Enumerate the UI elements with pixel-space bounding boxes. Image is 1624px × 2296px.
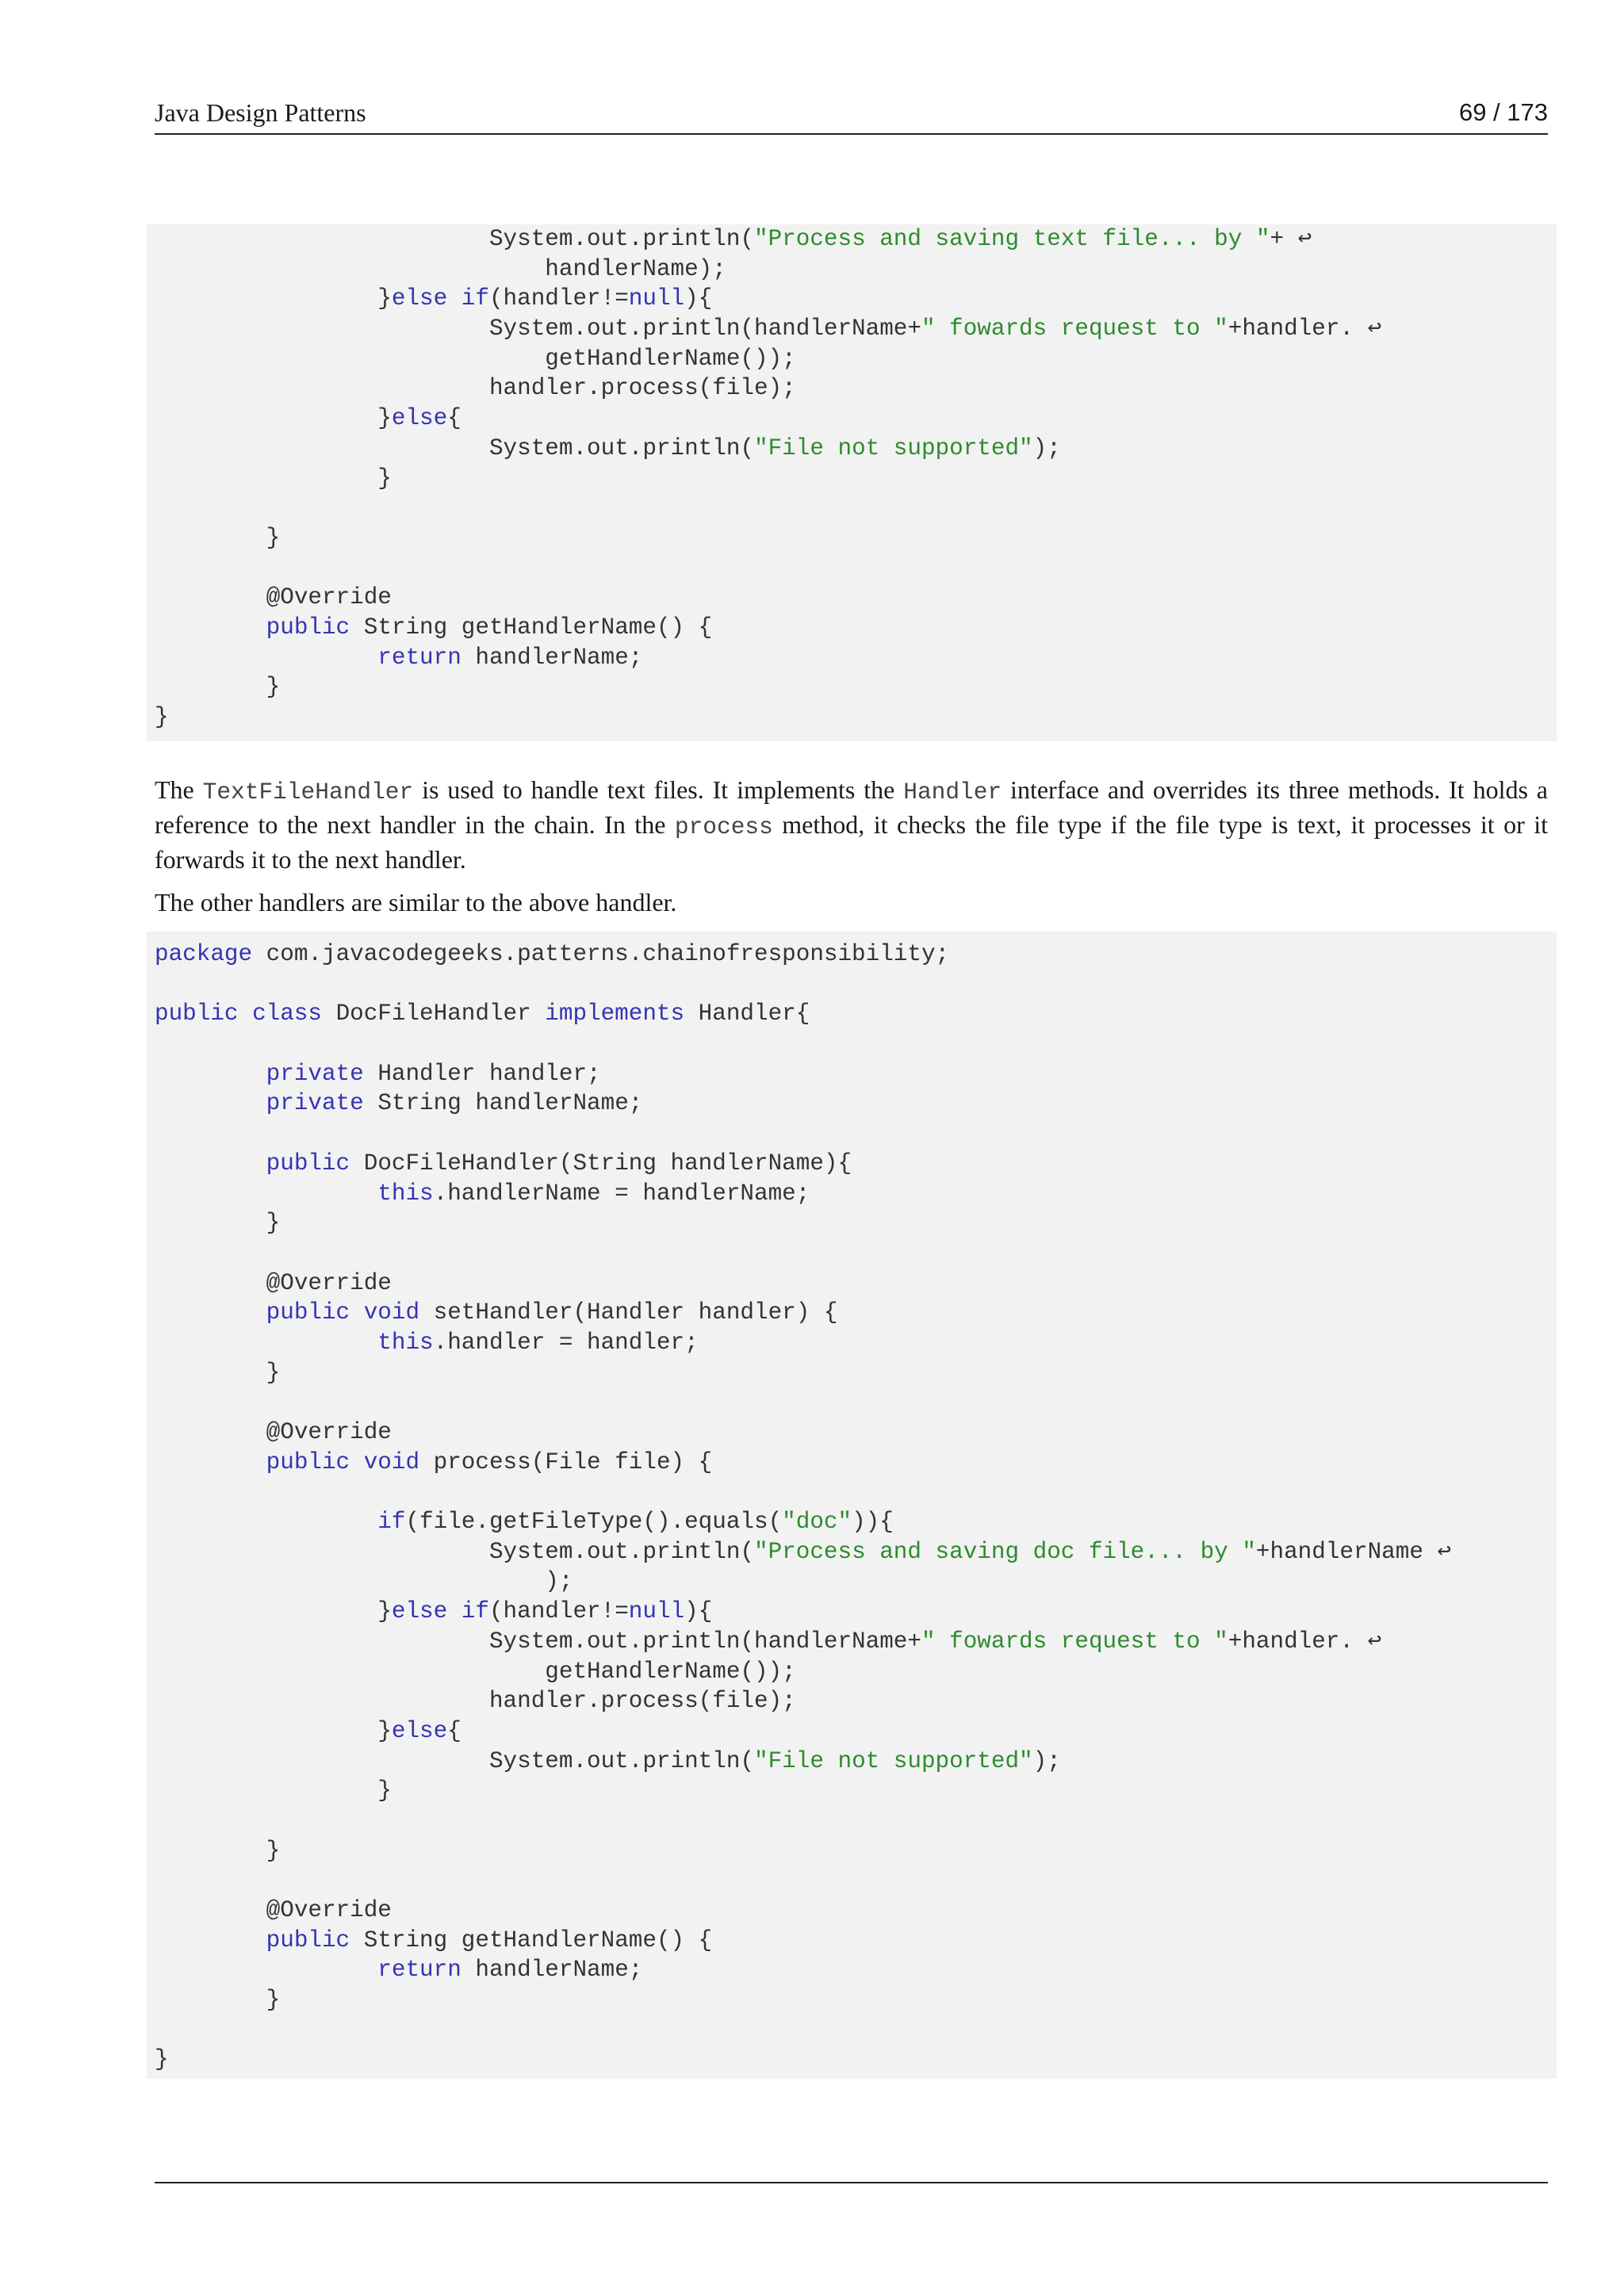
code-token: )){ — [852, 1509, 894, 1536]
code-token: public — [266, 614, 350, 641]
code-token: { — [447, 405, 462, 432]
code-token: implements — [545, 1001, 685, 1027]
code-token: this — [377, 1180, 434, 1207]
code-line — [147, 1298, 1557, 1328]
inline-code: TextFileHandler — [202, 779, 414, 806]
page-number: 69 / 173 — [1458, 98, 1548, 126]
code-line — [147, 1806, 1557, 1836]
code-token: } — [377, 405, 392, 432]
line-continuation-icon: ↩ — [1297, 226, 1312, 252]
code-line — [147, 1029, 1557, 1059]
code-token: com.javacodegeeks.patterns.chainofresponsibility; — [252, 941, 950, 967]
code-line — [147, 2015, 1557, 2045]
code-token: + — [1270, 226, 1298, 252]
code-token: } — [377, 285, 392, 312]
inline-code: Handler — [903, 779, 1002, 806]
code-line — [147, 1477, 1557, 1507]
paragraph-text: method, it checks the file type if the file type is text, it processes it or it forwards it to the next handler. — [155, 810, 1549, 874]
code-token: null — [628, 1598, 685, 1625]
code-token: return — [377, 1957, 462, 1984]
code-line — [147, 1418, 1557, 1448]
code-token: Handler{ — [684, 1001, 810, 1027]
code-line — [147, 1208, 1557, 1238]
code-line — [147, 373, 1557, 404]
code-line — [147, 1597, 1557, 1627]
paragraph-text: The — [155, 775, 203, 804]
code-line — [147, 1985, 1557, 2015]
code-line — [147, 1776, 1557, 1806]
code-line — [147, 702, 1557, 733]
code-token: setHandler(Handler handler) { — [419, 1299, 838, 1326]
code-line — [147, 672, 1557, 702]
code-line — [147, 1507, 1557, 1537]
code-line — [147, 1387, 1557, 1418]
code-token: "Process and saving doc file... by " — [754, 1538, 1256, 1565]
code-token: "File not supported" — [754, 1747, 1033, 1774]
code-token: } — [266, 674, 281, 701]
code-token: "File not supported" — [754, 434, 1033, 461]
code-line — [147, 344, 1557, 374]
code-line — [147, 643, 1557, 673]
code-token: private — [266, 1090, 364, 1117]
code-block-textfilehandler-end — [147, 224, 1557, 741]
code-line — [147, 1269, 1557, 1299]
code-token: "doc" — [782, 1509, 852, 1536]
code-token: handler.process(file); — [488, 1688, 796, 1715]
code-token: DocFileHandler(String handlerName){ — [350, 1150, 852, 1177]
code-token: .handlerName = handlerName; — [433, 1180, 810, 1207]
code-token: (handler!= — [488, 1598, 629, 1625]
line-continuation-icon: ↩ — [1367, 316, 1382, 342]
code-token: } — [155, 704, 169, 730]
code-block-docfilehandler — [147, 932, 1557, 2079]
code-token: .handler = handler; — [433, 1329, 699, 1356]
code-line — [147, 1926, 1557, 1956]
code-line — [147, 434, 1557, 464]
code-line — [147, 583, 1557, 613]
code-token: else — [391, 405, 448, 432]
code-line — [147, 939, 1557, 970]
code-token: } — [266, 1359, 281, 1386]
code-token: System.out.println( — [488, 1538, 754, 1565]
code-line — [147, 553, 1557, 584]
code-token: System.out.println(handlerName+ — [488, 1628, 921, 1655]
code-line — [147, 1955, 1557, 1985]
code-token: " fowards request to " — [921, 1628, 1228, 1655]
header-rule — [155, 133, 1548, 135]
code-token: @Override — [266, 1897, 392, 1923]
code-line — [147, 254, 1557, 285]
code-line — [147, 1747, 1557, 1777]
code-token: handlerName; — [461, 1957, 643, 1984]
code-token: ); — [1032, 434, 1061, 461]
code-token: if — [377, 1509, 406, 1536]
code-token: else — [391, 1717, 448, 1744]
code-line — [147, 1328, 1557, 1358]
code-token: public void — [266, 1299, 420, 1326]
code-token: @Override — [266, 1269, 392, 1296]
code-token: } — [266, 1210, 281, 1237]
code-token: } — [377, 1598, 392, 1625]
code-line — [147, 1836, 1557, 1866]
code-line — [147, 1866, 1557, 1896]
code-token: String getHandlerName() { — [350, 1927, 713, 1954]
document-title: Java Design Patterns — [155, 98, 366, 127]
code-line — [147, 1448, 1557, 1478]
code-token: } — [266, 1987, 281, 2014]
code-line — [147, 1537, 1557, 1567]
code-token: getHandlerName()); — [545, 1658, 796, 1685]
code-token: private — [266, 1060, 364, 1087]
inline-code: process — [674, 813, 773, 840]
paragraph-textfilehandler-description — [155, 774, 1548, 876]
code-line — [147, 224, 1557, 254]
code-token: handlerName); — [545, 255, 726, 282]
code-line — [147, 1119, 1557, 1149]
code-line — [147, 613, 1557, 643]
code-token: else if — [391, 285, 489, 312]
code-token: (file.getFileType().equals( — [405, 1509, 783, 1536]
code-token: +handlerName — [1255, 1538, 1438, 1565]
code-token: } — [377, 1717, 392, 1744]
code-line — [147, 1358, 1557, 1388]
code-token: else if — [391, 1598, 489, 1625]
code-token: process(File file) { — [419, 1448, 713, 1475]
code-line — [147, 999, 1557, 1029]
code-token: public void — [266, 1448, 420, 1475]
code-token: (handler!= — [488, 285, 629, 312]
code-token: null — [628, 285, 685, 312]
code-token: String handlerName; — [363, 1090, 643, 1117]
footer-rule — [155, 2182, 1548, 2183]
code-token: ){ — [684, 285, 713, 312]
code-line — [147, 314, 1557, 344]
code-token: " fowards request to " — [921, 316, 1228, 342]
line-continuation-icon: ↩ — [1437, 1538, 1452, 1565]
code-line — [147, 1149, 1557, 1179]
code-token: @Override — [266, 1419, 392, 1445]
paragraph-text: is used to handle text files. It implements the — [413, 775, 904, 804]
code-token: System.out.println( — [488, 226, 754, 252]
line-continuation-icon: ↩ — [1367, 1628, 1382, 1655]
code-token: } — [266, 524, 281, 551]
code-token: ); — [545, 1568, 573, 1595]
code-line — [147, 1657, 1557, 1687]
code-line — [147, 1089, 1557, 1119]
code-token: return — [377, 644, 462, 671]
code-token: Handler handler; — [363, 1060, 601, 1087]
code-line — [147, 493, 1557, 523]
code-token: +handler. — [1228, 316, 1368, 342]
code-line — [147, 404, 1557, 434]
code-line — [147, 1179, 1557, 1209]
code-line — [147, 2045, 1557, 2075]
code-token: "Process and saving text file... by " — [754, 226, 1270, 252]
code-token: } — [377, 1777, 392, 1804]
code-token: System.out.println(handlerName+ — [488, 316, 921, 342]
paragraph-other-handlers: The other handlers are similar to the above handler. — [155, 888, 677, 916]
code-token: System.out.println( — [488, 434, 754, 461]
code-line — [147, 464, 1557, 494]
code-line — [147, 1686, 1557, 1716]
code-line — [147, 1238, 1557, 1269]
code-token: DocFileHandler — [321, 1001, 546, 1027]
code-token: { — [447, 1717, 462, 1744]
code-token: getHandlerName()); — [545, 345, 796, 372]
code-token: ){ — [684, 1598, 713, 1625]
code-token: public — [266, 1150, 350, 1177]
code-token: handler.process(file); — [488, 375, 796, 402]
code-line — [147, 1716, 1557, 1747]
code-token: handlerName; — [461, 644, 643, 671]
code-token: ); — [1032, 1747, 1061, 1774]
page-header — [155, 97, 1548, 135]
code-token: +handler. — [1228, 1628, 1368, 1655]
code-token: System.out.println( — [488, 1747, 754, 1774]
code-line — [147, 523, 1557, 553]
code-line — [147, 970, 1557, 1000]
code-token: } — [377, 465, 392, 492]
code-token: package — [155, 941, 253, 967]
code-line — [147, 1896, 1557, 1926]
code-line — [147, 1567, 1557, 1597]
paragraph-text: interface and overrides its three methods. It holds a reference to the next handler in the chain. In the — [155, 775, 1549, 839]
code-token: this — [377, 1329, 434, 1356]
code-line — [147, 284, 1557, 314]
code-token: String getHandlerName() { — [350, 614, 713, 641]
code-token: public class — [155, 1001, 322, 1027]
code-token: @Override — [266, 584, 392, 611]
code-line — [147, 1059, 1557, 1089]
code-line — [147, 1627, 1557, 1657]
code-token: } — [266, 1837, 281, 1864]
code-token: public — [266, 1927, 350, 1954]
code-token: } — [155, 2046, 169, 2073]
